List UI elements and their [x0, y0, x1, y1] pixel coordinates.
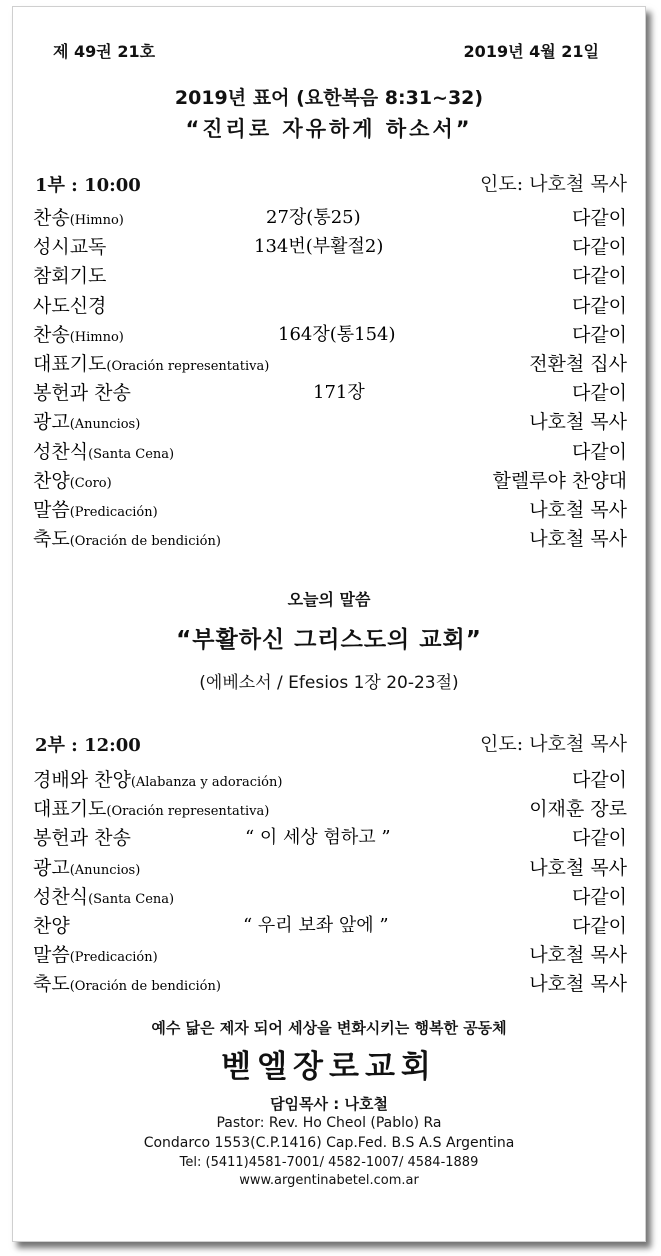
order-item-title: 찬양 — [33, 915, 70, 937]
order-item-leader: 나호철 목사 — [529, 499, 627, 521]
order-item-title: 말씀 — [33, 944, 70, 967]
order-item-title: 광고 — [33, 411, 70, 434]
order-item-title: 광고 — [33, 856, 70, 879]
church-name: 벧엘장로교회 — [221, 1049, 437, 1085]
order-item-title: 성시교독 — [33, 236, 107, 259]
order-item-leader: 이재훈 장로 — [529, 798, 627, 821]
order-item — [33, 911, 627, 940]
order-item-subtitle: (Alabanza y adoración) — [130, 775, 283, 790]
order-item-leader: 다같이 — [571, 323, 627, 346]
order-item-subtitle: (Anuncios) — [69, 862, 141, 878]
order-item-leader: 할렐루야 찬양대 — [492, 469, 627, 492]
order-item — [33, 261, 627, 290]
order-item — [33, 349, 627, 378]
order-item-label — [33, 203, 124, 230]
order-item-hymn: 27장(통25) — [266, 207, 361, 228]
order-item-title: 말씀 — [33, 499, 70, 521]
order-item-leader: 다같이 — [571, 294, 627, 317]
order-item — [33, 765, 627, 794]
order-item-label — [33, 378, 131, 405]
order-item — [33, 524, 627, 553]
order-item — [33, 378, 627, 407]
order-item-label — [33, 320, 124, 347]
church-phone: Tel: (5411)4581-7001/ 4582-1007/ 4584-1889 — [179, 1155, 479, 1170]
order-item-title: 대표기도 — [33, 353, 107, 375]
order-item-leader: 나호철 목사 — [529, 944, 627, 967]
order-item-subtitle: (Oración de bendición) — [69, 979, 221, 995]
order-item-label — [33, 407, 140, 434]
order-item-label — [33, 466, 112, 493]
order-item — [33, 407, 627, 436]
service1-time: 1부 : 10:00 — [35, 175, 141, 196]
order-item-label — [33, 794, 269, 821]
order-item-title: 축도 — [33, 528, 70, 551]
sermon-title: “부활하신 그리스도의 교회” — [176, 627, 482, 653]
order-item-title: 참회기도 — [33, 265, 107, 288]
order-item-label — [33, 291, 106, 318]
order-item-title: 봉헌과 찬송 — [33, 382, 131, 405]
order-item — [33, 437, 627, 466]
order-item-label — [33, 232, 106, 259]
order-item-leader: 나호철 목사 — [529, 856, 627, 879]
order-item — [33, 940, 627, 969]
order-item-title: 성찬식 — [33, 885, 89, 908]
order-item-subtitle: (Coro) — [69, 475, 112, 491]
order-item-leader: 나호철 목사 — [529, 973, 627, 996]
order-item-leader: 다같이 — [571, 769, 627, 791]
order-item — [33, 495, 627, 524]
church-website[interactable]: www.argentinabetel.com.ar — [239, 1173, 419, 1188]
order-item-title: 대표기도 — [33, 798, 107, 821]
order-item-label — [33, 940, 158, 967]
order-item-label — [33, 349, 269, 376]
church-address: Condarco 1553(C.P.1416) Cap.Fed. B.S A.S Argentina — [143, 1135, 515, 1151]
order-item-hymn: 171장 — [313, 382, 365, 404]
order-item-label — [33, 882, 174, 909]
order-item-subtitle: (Santa Cena) — [88, 891, 175, 907]
order-item — [33, 823, 627, 852]
order-item — [33, 969, 627, 998]
service1-leader: 인도: 나호철 목사 — [480, 173, 627, 195]
order-item-hymn: “ 이 세상 험하고 ” — [245, 827, 391, 849]
order-item-hymn: 134번(부활절2) — [254, 236, 384, 258]
sermon-heading: 오늘의 말씀 — [287, 590, 371, 609]
bulletin-date: 2019년 4월 21일 — [463, 42, 599, 61]
order-item-leader: 나호철 목사 — [529, 528, 627, 551]
order-item-label — [33, 261, 106, 288]
order-item-label — [33, 437, 174, 464]
order-item — [33, 466, 627, 495]
order-item-subtitle: (Oración de bendición) — [69, 534, 221, 550]
order-item — [33, 320, 627, 349]
order-item-label — [33, 911, 70, 938]
order-item-title: 찬송 — [33, 323, 70, 346]
order-item-leader: 다같이 — [571, 440, 627, 463]
order-item-title: 사도신경 — [33, 294, 107, 317]
senior-pastor: 담임목사 : 나호철 — [270, 1095, 388, 1113]
order-item — [33, 794, 627, 823]
issue-number: 제 49권 21호 — [53, 42, 156, 61]
order-item-title: 찬양 — [33, 469, 70, 492]
order-item-title: 성찬식 — [33, 440, 89, 463]
motto-title: “진리로 자유하게 하소서” — [185, 117, 473, 141]
order-item — [33, 203, 627, 232]
service2-leader: 인도: 나호철 목사 — [480, 733, 627, 755]
sermon-reference: (에베소서 / Efesios 1장 20-23절) — [199, 673, 459, 693]
order-item-subtitle: (Predicación) — [69, 950, 158, 966]
order-item-subtitle: (Himno) — [69, 329, 124, 345]
order-item-title: 찬송 — [33, 207, 70, 229]
order-item-subtitle: (Oración representativa) — [106, 359, 270, 374]
pastor-english: Pastor: Rev. Ho Cheol (Pablo) Ra — [216, 1115, 442, 1131]
order-item-subtitle: (Himno) — [69, 213, 124, 228]
order-item — [33, 853, 627, 882]
motto-reference: 2019년 표어 (요한복음 8:31~32) — [174, 87, 484, 109]
order-item-leader: 나호철 목사 — [529, 411, 627, 434]
order-item-leader: 다같이 — [571, 382, 627, 405]
order-item-subtitle: (Anuncios) — [69, 417, 141, 433]
order-item-label — [33, 524, 221, 551]
order-item-leader: 전환철 집사 — [529, 353, 627, 375]
order-item — [33, 882, 627, 911]
order-item-leader: 다같이 — [571, 827, 627, 850]
order-item — [33, 291, 627, 320]
order-item-subtitle: (Oración representativa) — [106, 804, 270, 820]
order-item-subtitle: (Predicación) — [69, 505, 158, 520]
order-item-leader: 다같이 — [571, 265, 627, 288]
order-item-subtitle: (Santa Cena) — [88, 446, 175, 462]
service2-time: 2부 : 12:00 — [35, 735, 141, 756]
order-item-title: 축도 — [33, 973, 70, 996]
order-item-leader: 다같이 — [571, 207, 627, 229]
order-item-hymn: 164장(통154) — [278, 323, 396, 345]
order-item-label — [33, 853, 140, 880]
order-item-label — [33, 969, 221, 996]
order-item-hymn: “ 우리 보좌 앞에 ” — [243, 915, 389, 936]
order-item — [33, 232, 627, 261]
order-item-title: 경배와 찬양 — [33, 769, 131, 791]
order-item-leader: 다같이 — [571, 885, 627, 908]
order-item-label — [33, 765, 282, 792]
order-item-title: 봉헌과 찬송 — [33, 827, 131, 850]
bulletin-page — [12, 6, 646, 1242]
order-item-label — [33, 823, 131, 850]
order-item-label — [33, 495, 158, 522]
order-item-leader: 다같이 — [571, 236, 627, 259]
church-slogan: 예수 닮은 제자 되어 세상을 변화시키는 행복한 공동체 — [151, 1019, 507, 1037]
order-item-leader: 다같이 — [571, 915, 627, 937]
